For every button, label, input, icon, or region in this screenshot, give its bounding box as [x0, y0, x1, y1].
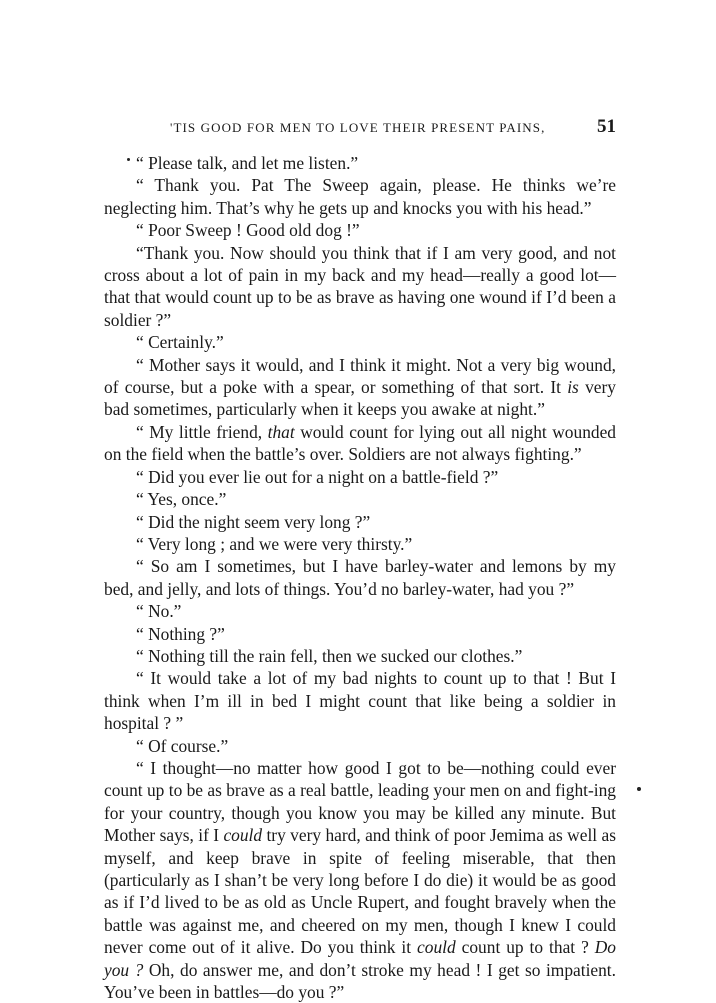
italic-text: could	[417, 937, 456, 958]
italic-text: that	[267, 421, 295, 442]
paragraph	[104, 600, 616, 622]
text-run: “ Yes, once.”	[136, 489, 227, 510]
text-run: “ Please talk, and let me listen.”	[136, 153, 359, 173]
text-run: “ Thank you. Pat The Sweep again, please. He thinks we’re neglecting him. That’s why he gets up and knocks you with his head.”	[104, 175, 616, 218]
paragraph	[104, 555, 616, 600]
paragraph	[104, 735, 616, 757]
paragraph	[104, 354, 616, 421]
page-header	[104, 116, 616, 140]
paragraph	[104, 174, 616, 219]
text-run: “ So am I sometimes, but I have barley-water and lemons by my bed, and jelly, and lots of things. You’d no barley-water, had you ?”	[104, 556, 616, 599]
text-run: “ I thought—no matter how good I got to be—nothing could ever count up to be as brave as a real battle, leading your men on and fight-ing for your country, though you know you may be killed any minute. But Mother says, if I	[104, 757, 616, 846]
paragraph	[104, 757, 616, 1003]
text-run: “ Did the night seem very long ?”	[136, 511, 371, 532]
text-run: “ Nothing ?”	[136, 623, 225, 644]
paragraph	[104, 533, 616, 555]
paragraph	[104, 511, 616, 533]
body-text	[104, 152, 616, 1003]
text-run: “ My little friend,	[136, 421, 268, 442]
text-run: “ It would take a lot of my bad nights to count up to that ! But I think when I’m ill in bed I might count that like being a soldier in hospital ? ”	[104, 668, 616, 734]
ink-speck	[127, 158, 130, 161]
paragraph	[104, 488, 616, 510]
paragraph	[104, 667, 616, 734]
text-run: “ Poor Sweep ! Good old dog !”	[136, 220, 360, 241]
text-run: very bad sometimes, particularly when it keeps you awake at night.”	[104, 377, 616, 420]
text-run: count up to that ?	[455, 937, 595, 958]
text-run: try very hard, and think of poor Jemima as well as myself, and keep brave in spite of feeling miserable, that then (particularly as I shan’t be very long before I do die) it would be as good as if I’d lived to be as old as Uncle Rupert, and fought bravely when the battle was against me, and cheered on my men, though I knew I could never come out of it alive. Do you think it	[104, 825, 616, 958]
paragraph	[104, 421, 616, 466]
text-run: “ Did you ever lie out for a night on a battle-field ?”	[136, 466, 499, 487]
paragraph	[104, 219, 616, 241]
ink-speck	[637, 787, 641, 791]
italic-text: could	[223, 825, 263, 846]
paragraph	[104, 623, 616, 645]
text-run: “ Mother says it would, and I think it might. Not a very big wound, of course, but a poke with a spear, or something of that sort. It	[104, 354, 616, 398]
text-run: “ Certainly.”	[136, 332, 224, 353]
italic-text: is	[567, 377, 579, 398]
paragraph	[104, 242, 616, 332]
paragraph	[104, 466, 616, 488]
page-number: 51	[597, 116, 616, 137]
paragraph	[104, 645, 616, 667]
text-run: “ Very long ; and we were very thirsty.”	[136, 533, 413, 554]
text-run: “Thank you. Now should you think that if I am very good, and not cross about a lot of pain in my back and my head—really a good lot—that that would count up to be as brave as having one wound if I’d been a soldier ?”	[104, 242, 616, 330]
text-run: “ Nothing till the rain fell, then we sucked our clothes.”	[136, 645, 523, 666]
paragraph	[104, 331, 616, 353]
running-head: 'TIS GOOD FOR MEN TO LOVE THEIR PRESENT PAINS,	[170, 120, 546, 135]
text-run: “ No.”	[136, 601, 182, 622]
text-run: Oh, do answer me, and don’t stroke my head ! I get so impatient. You’ve been in battles—do you ?”	[104, 959, 616, 1003]
paragraph	[104, 152, 616, 174]
text-run: would count for lying out all night wounded on the field when the battle’s over. Soldiers are not always fighting.”	[104, 421, 616, 465]
italic-text: Do you ?	[104, 937, 616, 980]
text-run: “ Of course.”	[136, 735, 229, 756]
